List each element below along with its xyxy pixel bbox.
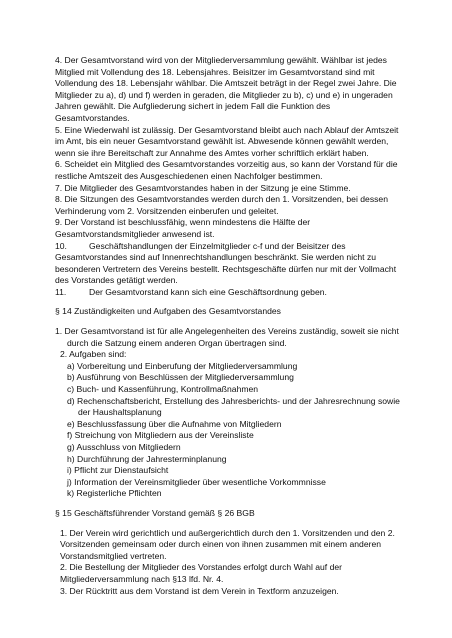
paragraph-7: 7. Die Mitglieder des Gesamtvorstandes haben in der Sitzung je eine Stimme. [55, 182, 351, 193]
task-list-item: j) Information der Vereinsmitglieder über wesentliche Vorkommnisse [67, 476, 326, 487]
task-list-item: c) Buch- und Kassenführung, Kontrollmaßnahmen [67, 384, 259, 395]
section-15-paragraph-1: 1. Der Verein wird gerichtlich und außergerichtlich durch den 1. Vorsitzenden und den 2. Vorsitzenden gemeinsam oder durch einen von ihnen zusammen mit einem anderen Vorstandsmitglied vertreten. [60, 527, 395, 561]
task-list-item: e) Beschlussfassung über die Aufnahme von Mitgliedern [67, 418, 282, 429]
task-list-item: d) Rechenschaftsbericht, Erstellung des Jahresberichts- und der Jahresrechnung sowie der Haushaltsplanung [67, 395, 400, 418]
paragraph-9: 9. Der Vorstand ist beschlussfähig, wenn mindestens die Hälfte der Gesamtvorstandsmitglieder anwesend ist. [55, 217, 311, 239]
section-14-heading: § 14 Zuständigkeiten und Aufgaben des Gesamtvorstandes [55, 306, 281, 317]
paragraph-8: 8. Die Sitzungen des Gesamtvorstandes werden durch den 1. Vorsitzenden, bei dessen Verhinderung vom 2. Vorsitzenden einberufen und geleitet. [55, 194, 388, 216]
section-14 [55, 306, 407, 500]
task-list-item: b) Ausführung von Beschlüssen der Mitgliederversammlung [67, 372, 294, 383]
paragraph-10 [55, 241, 407, 287]
section-14-paragraph-2: 2. Aufgaben sind: [60, 349, 127, 360]
paragraph-5: 5. Eine Wiederwahl ist zulässig. Der Gesamtvorstand bleibt auch nach Ablauf der Amtszeit im Amt, bis ein neuer Gesamtvorstand gewählt ist. Abwesende können gewählt werden, wenn sie ihre Bereitschaft zur Annahme des Amtes vorher schriftlich erklärt haben. [55, 124, 399, 158]
paragraph-10-number: 10. [55, 240, 67, 251]
paragraph-4: 4. Der Gesamtvorstand wird von der Mitgliederversammlung gewählt. Wählbar ist jedes Mitglied mit Vollendung des 18. Lebensjahres. Beisitzer im Gesamtvorstand sind mit Vollendung des 18. Lebensjahr wählbar. Die Amtszeit beträgt in der Regel zwei Jahre. Die Mitglieder zu a), d) und f) werden in geraden, die Mitglieder zu b), c) und e) in ungeraden Jahren gewählt. Die Aufgliederung sichert in jedem Fall die Funktion des Gesamtvorstandes. [55, 55, 397, 123]
task-list-item: f) Streichung von Mitgliedern aus der Vereinsliste [67, 430, 254, 441]
section-14-paragraph-1: 1. Der Gesamtvorstand ist für alle Angelegenheiten des Vereins zuständig, soweit sie nicht durch die Satzung einem anderen Organ übertragen sind. [55, 326, 399, 348]
task-list-item: i) Pflicht zur Dienstaufsicht [67, 465, 169, 476]
section-15-paragraph-2: 2. Die Bestellung der Mitglieder des Vorstandes erfolgt durch Wahl auf der Mitgliederversammlung nach §13 lfd. Nr. 4. [60, 562, 342, 584]
task-list-item: a) Vorbereitung und Einberufung der Mitgliederversammlung [67, 360, 298, 371]
paragraph-11-text: Der Gesamtvorstand kann sich eine Geschäftsordnung geben. [89, 286, 327, 297]
task-list-item: g) Ausschluss von Mitgliedern [67, 442, 181, 452]
task-list [55, 361, 407, 500]
section-15-paragraph-3: 3. Der Rücktritt aus dem Vorstand ist dem Verein in Textform anzuzeigen. [60, 585, 339, 596]
section-15 [55, 508, 407, 597]
task-list-item: h) Durchführung der Jahresterminplanung [67, 453, 227, 464]
paragraph-10-text: Geschäftshandlungen der Einzelmitglieder c-f und der Beisitzer des Gesamtvorstandes sind auf Innenrechtshandlungen beschränkt. Sie werden nicht zu besonderen Vertretern des Vereins bestellt. Rechtsgeschäfte dürfen nur mit der Vollmacht des Vorstandes getätigt werden. [55, 240, 397, 286]
paragraph-11-number: 11. [55, 286, 67, 297]
section-13-continuation [55, 55, 407, 298]
section-15-heading: § 15 Geschäftsführender Vorstand gemäß § 26 BGB [55, 507, 255, 518]
task-list-item: k) Registerliche Pflichten [67, 488, 162, 499]
paragraph-6: 6. Scheidet ein Mitglied des Gesamtvorstandes vorzeitig aus, so kann der Vorstand für die restliche Amtszeit des Ausgeschiedenen einen Nachfolger bestimmen. [55, 159, 398, 181]
paragraph-11 [55, 287, 407, 299]
document-page [55, 55, 407, 597]
